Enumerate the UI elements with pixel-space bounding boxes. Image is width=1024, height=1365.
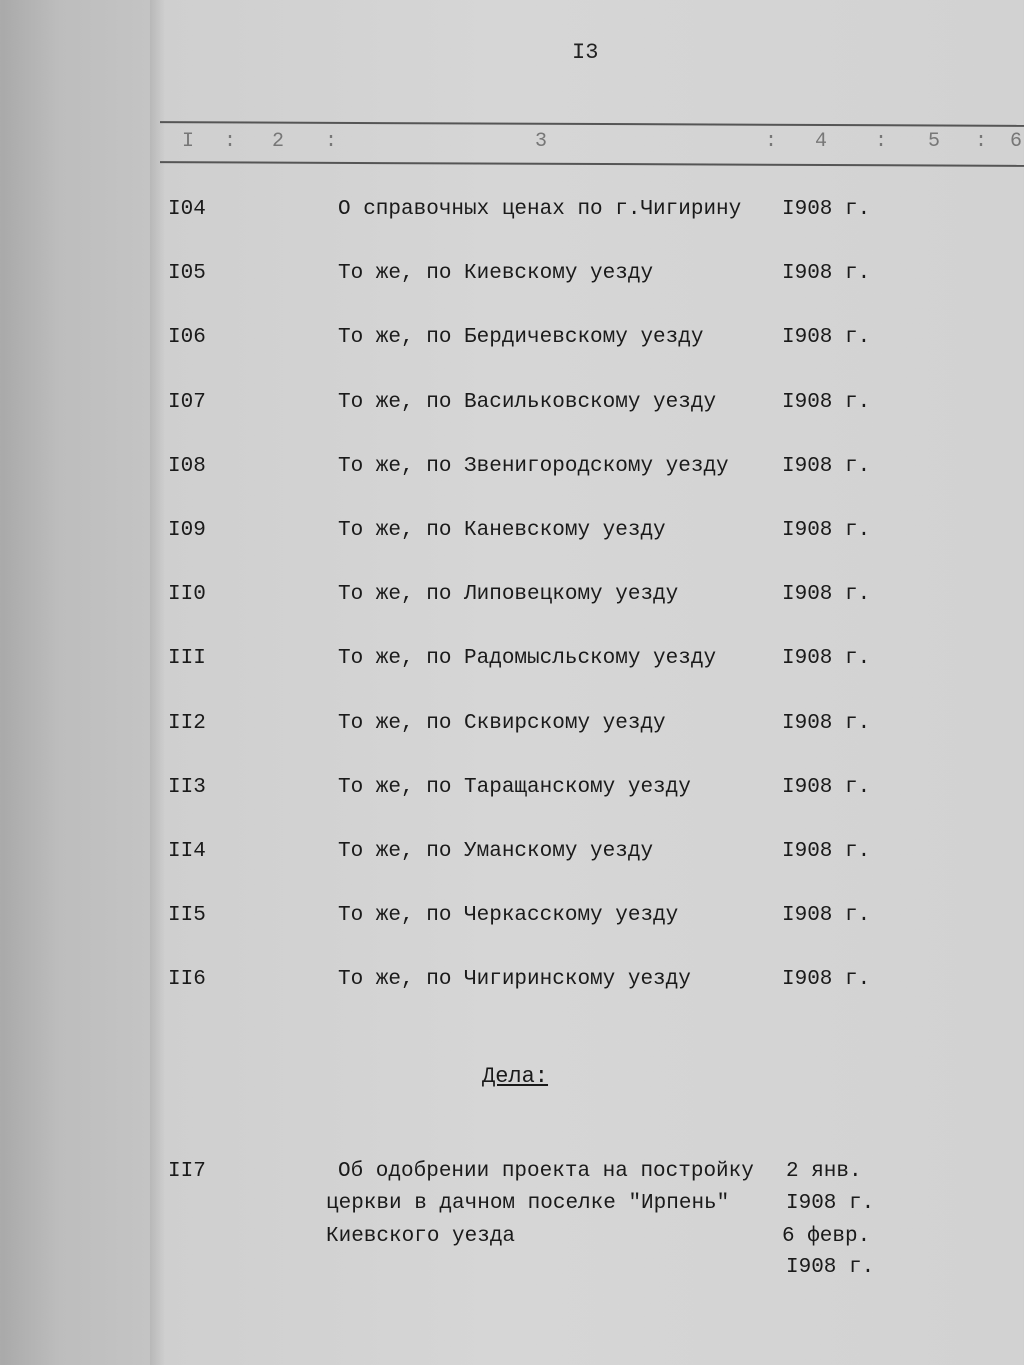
- page-number: I3: [572, 40, 599, 65]
- entry-title: О справочных ценах по г.Чигирину: [338, 198, 742, 221]
- table-row: [0, 455, 1024, 485]
- entry-number: II5: [168, 904, 206, 928]
- entry-title: То же, по Бердичевскому уезду: [338, 326, 704, 350]
- entry-number: II6: [168, 968, 206, 992]
- entry-date: I908 г.: [782, 840, 871, 863]
- table-row: [0, 904, 1024, 934]
- entry-title: То же, по Уманскому уезду: [338, 840, 654, 863]
- entry-number: I07: [168, 390, 206, 414]
- entry-date: I908 г.: [782, 198, 871, 221]
- entry-date: I908 г.: [782, 775, 871, 799]
- entry-title: То же, по Липовецкому уезду: [338, 583, 679, 607]
- entry-date: I908 г.: [782, 647, 871, 671]
- table-row: [0, 198, 1024, 228]
- entry-title-line: церкви в дачном поселке "Ирпень": [326, 1192, 730, 1215]
- table-row: [0, 776, 1024, 806]
- entry-date: I908 г.: [782, 711, 871, 735]
- entry-title: То же, по Васильковскому уезду: [338, 390, 717, 414]
- entry-number: II2: [168, 711, 206, 735]
- entry-number: III: [168, 647, 206, 671]
- entry-number: I04: [168, 198, 206, 221]
- table-row: [0, 840, 1024, 870]
- entry-title: То же, по Радомысльскому уезду: [338, 647, 717, 671]
- entry-date-line: 6 февр.: [782, 1225, 871, 1248]
- entry-title: То же, по Сквирскому уезду: [338, 711, 666, 735]
- table-row: [0, 262, 1024, 292]
- table-row: [0, 968, 1024, 998]
- entry-number: II4: [168, 840, 206, 863]
- entry-date-line: 2 янв.: [786, 1160, 862, 1183]
- col-header-1: I: [182, 130, 195, 153]
- entry-date: I908 г.: [782, 262, 871, 286]
- entry-date-line: I908 г.: [786, 1256, 875, 1279]
- entry-date: I908 г.: [782, 583, 871, 607]
- header-rule-top: [160, 121, 1024, 127]
- table-row: [0, 391, 1024, 421]
- entry-title: То же, по Чигиринскому уезду: [338, 968, 691, 992]
- header-rule-bottom: [160, 161, 1024, 167]
- entry-date: I908 г.: [782, 968, 871, 992]
- entry-date-line: I908 г.: [786, 1192, 875, 1215]
- col-header-4: 4: [815, 130, 828, 153]
- entry-number: II0: [168, 583, 206, 607]
- col-sep: :: [765, 130, 778, 153]
- col-sep: :: [224, 130, 237, 153]
- entry-date: I908 г.: [782, 904, 871, 928]
- entry-date: I908 г.: [782, 326, 871, 350]
- entry-date: I908 г.: [782, 390, 871, 414]
- entry-number: I08: [168, 454, 206, 478]
- entry-title: То же, по Каневскому уезду: [338, 519, 666, 542]
- col-header-3: 3: [535, 130, 548, 153]
- col-sep: :: [875, 130, 888, 153]
- col-sep: :: [975, 130, 988, 153]
- col-header-6: 6: [1010, 130, 1023, 153]
- entry-number: I05: [168, 262, 206, 286]
- entry-number: II3: [168, 775, 206, 799]
- table-row: [0, 647, 1024, 677]
- entry-number: II7: [168, 1160, 206, 1183]
- entry-date: I908 г.: [782, 454, 871, 478]
- table-row: [0, 519, 1024, 549]
- entry-title: То же, по Таращанскому уезду: [338, 775, 691, 799]
- table-row: [0, 712, 1024, 742]
- entry-title: То же, по Черкасскому уезду: [338, 904, 679, 928]
- col-header-5: 5: [928, 130, 941, 153]
- col-header-2: 2: [272, 130, 285, 153]
- col-sep: :: [325, 130, 338, 153]
- entry-title-line: Об одобрении проекта на постройку: [338, 1160, 754, 1183]
- table-row: [0, 326, 1024, 356]
- entry-number: I09: [168, 519, 206, 542]
- entry-date: I908 г.: [782, 519, 871, 542]
- section-title: Дела:: [482, 1064, 549, 1089]
- entry-number: I06: [168, 326, 206, 350]
- entry-title: То же, по Звенигородскому уезду: [338, 454, 729, 478]
- entry-title: То же, по Киевскому уезду: [338, 262, 654, 286]
- entry-title-line: Киевского уезда: [326, 1225, 516, 1248]
- table-row: [0, 583, 1024, 613]
